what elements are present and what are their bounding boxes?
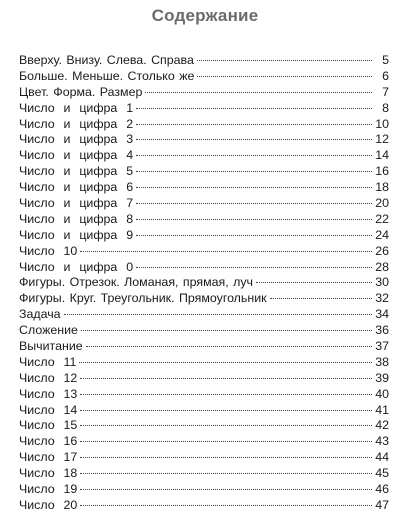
toc-leader-dots (80, 378, 372, 379)
toc-entry (19, 403, 389, 419)
toc-entry-title: Число и цифра 7 (19, 196, 134, 211)
toc-entry-title: Задача (19, 307, 61, 322)
table-of-contents (19, 53, 389, 514)
toc-entry (19, 371, 389, 387)
toc-entry-page: 20 (375, 196, 389, 211)
toc-leader-dots (197, 60, 372, 61)
toc-entry (19, 291, 389, 307)
toc-entry (19, 418, 389, 434)
toc-leader-dots (136, 235, 372, 236)
toc-leader-dots (80, 441, 372, 442)
toc-leader-dots (80, 410, 372, 411)
toc-entry-title: Вверху. Внизу. Слева. Справа (19, 53, 194, 67)
toc-entry-title: Число 15 (19, 418, 78, 433)
toc-leader-dots (136, 219, 372, 220)
toc-entry-page: 45 (375, 466, 389, 481)
toc-entry-title: Число и цифра 2 (19, 116, 134, 131)
toc-entry (19, 196, 389, 212)
toc-entry (19, 228, 389, 244)
toc-entry-page: 22 (375, 211, 389, 226)
toc-entry-title: Вычитание (19, 339, 83, 354)
toc-entry-page: 5 (382, 53, 389, 67)
toc-entry (19, 69, 389, 85)
toc-entry-title: Сложение (19, 323, 78, 338)
toc-entry-title: Число и цифра 4 (19, 148, 134, 163)
toc-entry-title: Фигуры. Круг. Треугольник. Прямоугольник (19, 291, 267, 306)
toc-entry-page: 40 (375, 386, 389, 401)
toc-entry-page: 32 (375, 291, 389, 306)
toc-entry-page: 34 (375, 307, 389, 322)
toc-entry-page: 37 (375, 339, 389, 354)
toc-entry-title: Число и цифра 3 (19, 132, 134, 147)
toc-entry-page: 24 (375, 227, 389, 242)
toc-entry (19, 85, 389, 101)
toc-entry (19, 180, 389, 196)
toc-entry-title: Цвет. Форма. Размер (19, 84, 143, 99)
toc-entry (19, 498, 389, 514)
toc-entry-title: Число и цифра 1 (19, 100, 134, 115)
toc-entry-title: Число 18 (19, 466, 78, 481)
toc-entry-page: 43 (375, 434, 389, 449)
toc-entry-page: 12 (375, 132, 389, 147)
toc-entry-title: Число 20 (19, 497, 78, 512)
toc-entry (19, 339, 389, 355)
toc-entry-title: Число и цифра 9 (19, 227, 134, 242)
toc-entry-page: 30 (375, 275, 389, 290)
toc-entry-title: Число и цифра 0 (19, 259, 134, 274)
toc-entry (19, 117, 389, 133)
toc-leader-dots (80, 473, 372, 474)
toc-entry-page: 10 (375, 116, 389, 131)
toc-leader-dots (136, 155, 372, 156)
toc-leader-dots (80, 489, 372, 490)
toc-entry-title: Число и цифра 6 (19, 180, 134, 195)
toc-entry (19, 323, 389, 339)
toc-entry (19, 132, 389, 148)
toc-entry-page: 42 (375, 418, 389, 433)
toc-entry (19, 244, 389, 260)
toc-entry-title: Число 19 (19, 482, 78, 497)
toc-leader-dots (81, 330, 372, 331)
toc-entry-title: Число и цифра 5 (19, 164, 134, 179)
toc-entry-page: 44 (375, 450, 389, 465)
toc-entry-title: Больше. Меньше. Столько же (19, 68, 195, 83)
toc-entry (19, 466, 389, 482)
toc-leader-dots (256, 282, 372, 283)
toc-leader-dots (80, 457, 372, 458)
toc-leader-dots (79, 362, 372, 363)
toc-leader-dots (197, 76, 372, 77)
toc-entry (19, 164, 389, 180)
toc-entry (19, 101, 389, 117)
toc-leader-dots (136, 267, 372, 268)
toc-leader-dots (136, 139, 372, 140)
toc-entry-page: 14 (375, 148, 389, 163)
toc-entry-title: Число 13 (19, 386, 78, 401)
toc-entry-title: Число 10 (19, 243, 78, 258)
toc-entry-page: 6 (382, 68, 389, 83)
toc-entry (19, 307, 389, 323)
toc-entry (19, 450, 389, 466)
toc-entry-page: 18 (375, 180, 389, 195)
page-title: Содержание (151, 6, 259, 25)
toc-entry-page: 47 (375, 497, 389, 512)
toc-entry (19, 212, 389, 228)
toc-entry (19, 275, 389, 291)
toc-leader-dots (86, 346, 372, 347)
toc-entry-title: Число 11 (19, 354, 77, 369)
toc-entry-page: 26 (375, 243, 389, 258)
toc-entry-page: 46 (375, 482, 389, 497)
toc-entry-title: Число 16 (19, 434, 78, 449)
toc-entry (19, 148, 389, 164)
toc-entry (19, 482, 389, 498)
toc-leader-dots (64, 314, 372, 315)
toc-entry-page: 39 (375, 370, 389, 385)
toc-leader-dots (80, 394, 372, 395)
toc-leader-dots (136, 187, 372, 188)
toc-leader-dots (80, 505, 372, 506)
toc-leader-dots (136, 124, 372, 125)
toc-entry-page: 28 (375, 259, 389, 274)
toc-leader-dots (136, 108, 372, 109)
toc-entry (19, 387, 389, 403)
toc-leader-dots (80, 251, 372, 252)
toc-entry (19, 53, 389, 69)
toc-entry-title: Фигуры. Отрезок. Ломаная, прямая, луч (19, 275, 253, 290)
toc-entry-title: Число 12 (19, 370, 78, 385)
toc-entry (19, 260, 389, 276)
toc-entry-page: 7 (382, 84, 389, 99)
toc-entry-title: Число и цифра 8 (19, 211, 134, 226)
toc-leader-dots (136, 203, 372, 204)
toc-leader-dots (270, 298, 372, 299)
toc-leader-dots (136, 171, 372, 172)
toc-entry-title: Число 14 (19, 402, 78, 417)
toc-leader-dots (80, 425, 372, 426)
toc-leader-dots (145, 92, 372, 93)
toc-entry (19, 434, 389, 450)
toc-entry-title: Число 17 (19, 450, 78, 465)
toc-entry-page: 36 (375, 323, 389, 338)
toc-entry-page: 41 (375, 402, 389, 417)
toc-entry-page: 38 (375, 354, 389, 369)
toc-entry (19, 355, 389, 371)
toc-entry-page: 8 (382, 100, 389, 115)
toc-entry-page: 16 (375, 164, 389, 179)
